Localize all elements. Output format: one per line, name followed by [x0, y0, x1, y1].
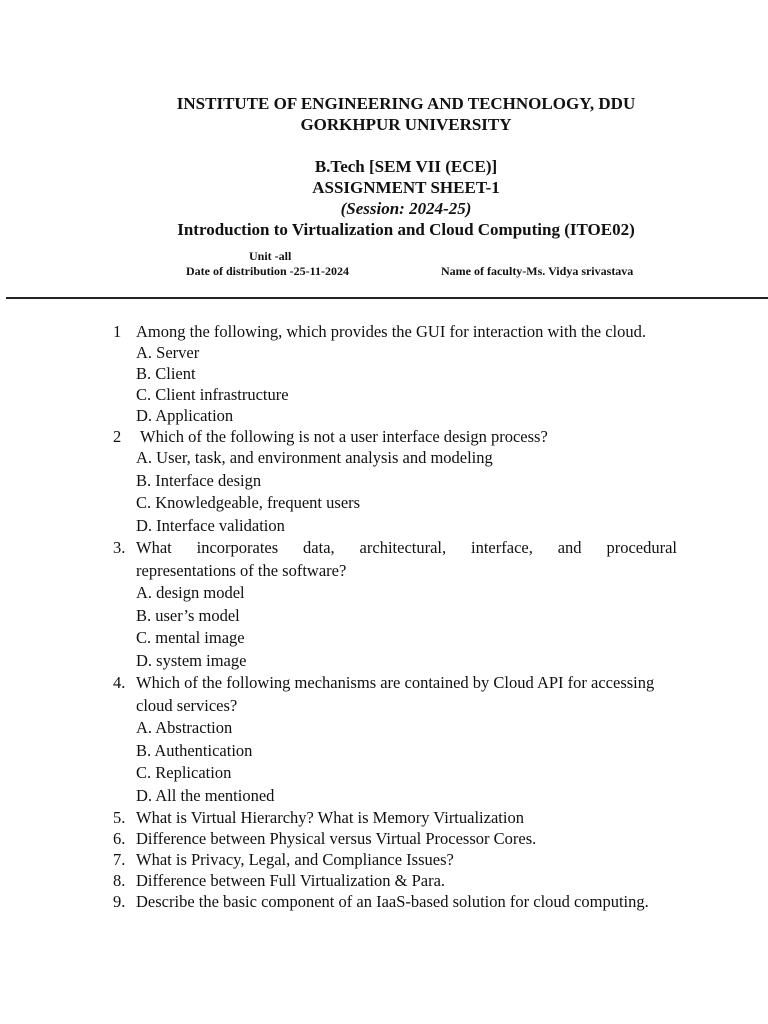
answer-option: A. design model	[136, 583, 245, 602]
distribution-date: Date of distribution -25-11-2024	[186, 264, 349, 278]
question-item	[0, 321, 768, 342]
answer-option: B. Authentication	[136, 740, 253, 760]
answer-option: C. Knowledgeable, frequent users	[136, 493, 361, 512]
question-text-continuation: representations of the software?	[136, 560, 347, 580]
answer-option: B. user’s model	[136, 605, 240, 625]
question-text: Among the following, which provides the GUI for interaction with the cloud.	[136, 322, 647, 341]
question-text: What is Privacy, Legal, and Compliance Issues?	[136, 850, 454, 869]
question-number: 5.	[113, 808, 126, 827]
question-number: 4.	[113, 673, 126, 692]
answer-option: B. Client	[136, 364, 196, 383]
program-title: B.Tech [SEM VII (ECE)]	[314, 157, 498, 176]
question-item	[0, 870, 768, 891]
assignment-sheet-title: ASSIGNMENT SHEET-1	[312, 178, 500, 197]
answer-option: C. mental image	[136, 628, 245, 647]
answer-option: C. Client infrastructure	[136, 385, 289, 404]
answer-option: A. Abstraction	[136, 718, 233, 737]
question-item	[0, 807, 768, 828]
question-text-line1: Which of the following mechanisms are contained by Cloud API for accessing	[136, 673, 655, 692]
answer-option: D. All the mentioned	[136, 785, 275, 805]
question-text: Difference between Physical versus Virtual Processor Cores.	[136, 829, 537, 848]
question-number: 1	[113, 322, 122, 341]
answer-option: D. system image	[136, 650, 247, 670]
unit-label: Unit -all	[249, 249, 292, 263]
header-divider	[6, 297, 768, 299]
question-text: Difference between Full Virtualization & Para.	[136, 871, 446, 890]
question-number: 7.	[113, 850, 126, 869]
question-number: 8.	[113, 871, 126, 890]
question-number: 6.	[113, 829, 126, 848]
question-number: 9.	[113, 892, 126, 911]
answer-option: C. Replication	[136, 763, 232, 782]
course-title: Introduction to Virtualization and Cloud Computing (ITOE02)	[177, 220, 635, 239]
question-list	[0, 321, 768, 912]
question-item	[0, 672, 768, 695]
question-number: 2	[113, 427, 122, 446]
answer-option: D. Application	[136, 406, 234, 425]
question-text-continuation: cloud services?	[136, 695, 238, 715]
question-item	[0, 537, 768, 560]
question-item	[0, 891, 768, 912]
institute-name-line1: INSTITUTE OF ENGINEERING AND TECHNOLOGY, DDU	[176, 94, 636, 113]
question-text: Which of the following is not a user interface design process?	[140, 427, 548, 446]
question-text: Describe the basic component of an IaaS-based solution for cloud computing.	[136, 892, 649, 911]
question-item	[0, 426, 768, 447]
question-text-line1: What incorporates data, architectural, interface, and procedural	[136, 538, 677, 557]
answer-option: A. User, task, and environment analysis and modeling	[136, 448, 493, 467]
question-text: What is Virtual Hierarchy? What is Memory Virtualization	[136, 808, 524, 827]
question-number: 3.	[113, 538, 126, 557]
institute-name-line2: GORKHPUR UNIVERSITY	[300, 115, 512, 134]
answer-option: D. Interface validation	[136, 515, 285, 535]
document-header	[0, 93, 768, 240]
question-item	[0, 828, 768, 849]
answer-option: A. Server	[136, 343, 200, 362]
answer-option: B. Interface design	[136, 470, 262, 490]
session-label: (Session: 2024-25)	[340, 199, 472, 218]
faculty-name: Name of faculty-Ms. Vidya srivastava	[441, 264, 634, 278]
question-item	[0, 849, 768, 870]
